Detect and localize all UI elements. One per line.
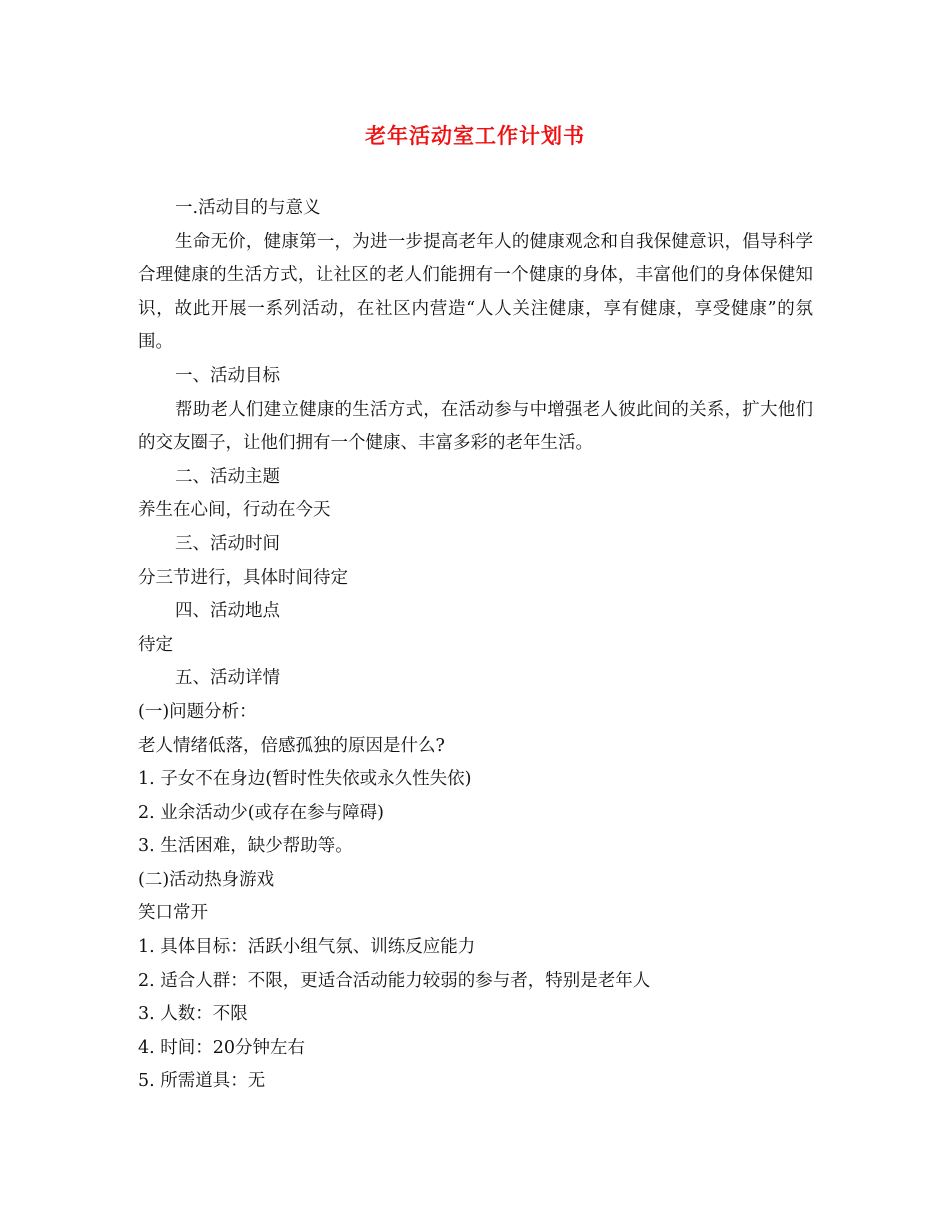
paragraph-question: 老人情绪低落，倍感孤独的原因是什么? — [138, 735, 445, 756]
section-heading-location: 四、活动地点 — [175, 601, 280, 622]
list-item: 2. 适合人群：不限，更适合活动能力较弱的参与者，特别是老年人 — [138, 970, 651, 991]
list-item: 2. 业余活动少(或存在参与障碍) — [138, 802, 384, 823]
document-title: 老年活动室工作计划书 — [365, 123, 585, 148]
section-heading-theme: 二、活动主题 — [175, 466, 280, 487]
paragraph-goal: 帮助老人们建立健康的生活方式，在活动参与中增强老人彼此间的关系，扩大他们的交友圈子，让他们拥有一个健康、丰富多彩的老年生活。 — [138, 399, 813, 454]
list-item: 5. 所需道具：无 — [138, 1071, 266, 1092]
list-item: 4. 时间：20分钟左右 — [138, 1037, 306, 1058]
paragraph-theme: 养生在心间，行动在今天 — [138, 500, 331, 521]
section-heading-time: 三、活动时间 — [175, 533, 280, 554]
paragraph-purpose: 生命无价，健康第一，为进一步提高老年人的健康观念和自我保健意识，倡导科学合理健康的生活方式，让社区的老人们能拥有一个健康的身体，丰富他们的身体保健知识，故此开展一系列活动，在社区内营造“人人关注健康，享有健康，享受健康”的氛围。 — [138, 231, 813, 353]
subheading-analysis: (一)问题分析： — [138, 701, 257, 722]
list-item: 3. 人数：不限 — [138, 1004, 248, 1025]
paragraph-time: 分三节进行，具体时间待定 — [138, 567, 348, 588]
subheading-warmup-game: (二)活动热身游戏 — [138, 869, 275, 890]
section-heading-goal: 一、活动目标 — [175, 365, 280, 386]
document-body — [138, 192, 813, 1099]
paragraph-location: 待定 — [138, 634, 173, 655]
game-name: 笑口常开 — [138, 903, 208, 924]
list-item: 1. 具体目标：活跃小组气氛、训练反应能力 — [138, 937, 476, 958]
list-item: 3. 生活困难，缺少帮助等。 — [138, 836, 353, 857]
list-item: 1. 子女不在身边(暂时性失依或永久性失依) — [138, 769, 472, 790]
section-heading-purpose: 一.活动目的与意义 — [175, 198, 321, 218]
section-heading-details: 五、活动详情 — [175, 668, 280, 689]
